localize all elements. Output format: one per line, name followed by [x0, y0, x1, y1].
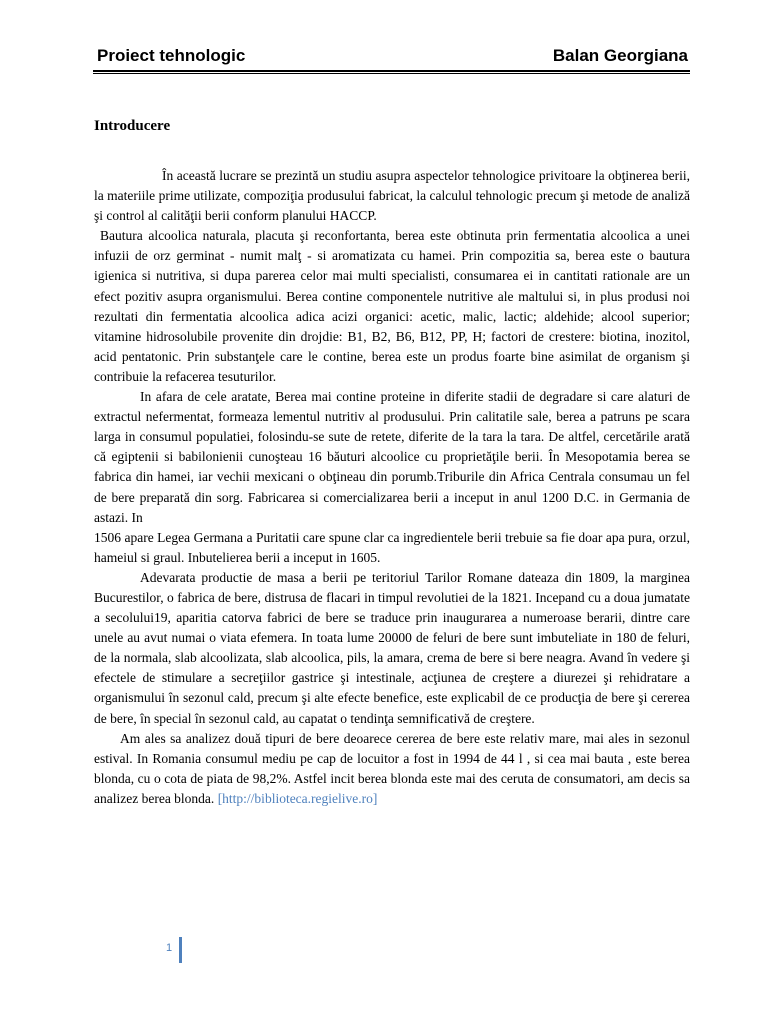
header-rule	[93, 70, 690, 72]
paragraph-purity-law: 1506 apare Legea Germana a Puritatii care spune clar ca ingredientele berii trebuie sa fie doar apa pura, orzul, hameiul si graul. Inbutelierea berii a inceput in 1605.	[94, 529, 690, 565]
header-author-name: Balan Georgiana	[552, 46, 688, 65]
paragraph-romania-production: Adevarata productie de masa a berii pe teritoriul Tarilor Romane dateaza din 1809, la marginea Bucurestilor, o fabrica de bere, distrusa de flacari in timpul revolutiei de la 1821. Incepand cu a doua jumatate a secolului19, aparitia catorva fabrici de bere se traduce prin inaugurarea a numeroase berarii, dintre care unele au avut numai o viata efemera. In toata lume 20000 de feluri de bere sunt imbuteliate in 180 de feluri, de la normala, slab alcoolizata, slab alcoolica, pils, la amara, crema de bere si bere neagra. Avand în vedere şi efectele de stimulare a secreţiilor gastrice şi intestinale, acţiunea de creştere a diurezei şi rehidratare a organismului în sezonul cald, precum şi alte efecte benefice, este explicabil de ce producţia de bere şi cererea de bere, în special în sezonul cald, au capatat o tendinţa semnificativă de creştere.	[94, 569, 690, 726]
page-number-bar	[179, 937, 182, 963]
paragraph-conclusion	[94, 729, 690, 809]
document-body	[94, 166, 690, 809]
header-rule-thin	[93, 73, 690, 74]
section-title: Introducere	[94, 118, 171, 134]
conclusion-text: Am ales sa analizez două tipuri de bere deoarece cererea de bere este relativ mare, mai ales in sezonul estival. In Romania consumul mediu pe cap de locuitor a fost in 1994 de 44 l , si cea mai bauta , este berea blonda, cu o cota de piata de 98,2%. Astfel incit berea blonda este mai des ceruta de consumatori, am decis sa analizez berea blonda.	[94, 730, 690, 806]
page-header	[95, 44, 688, 68]
citation-link[interactable]: [http://biblioteca.regielive.ro]	[217, 790, 378, 806]
page-number: 1	[166, 942, 173, 954]
header-project-title: Proiect tehnologic	[97, 46, 246, 65]
paragraph-intro: În această lucrare se prezintă un studiu asupra aspectelor tehnologice privitoare la obţinerea berii, la materiile prime utilizate, compoziţia produsului fabricat, la calculul tehnologic precum şi metode de analiză şi control al calităţii berii conform planului HACCP.	[94, 168, 690, 224]
paragraph-history: In afara de cele aratate, Berea mai contine proteine in diferite stadii de degradare si care alaturi de extractul nefermentat, formeaza lementul nutritiv al produsului. Prin calitatile sale, berea a patruns pe scara larga in consumul populatiei, folosindu-se sute de retete, diferite de la tara la tara. De altfel, cercetările arată că egiptenii si babilonienii cunoşteau 16 băuturi alcoolice cu proprietăţile berii. În Mesopotamia berea se fabrica din hamei, iar vechii mexicani o obţineau din porumb.Triburile din Africa Centrala consumau un fel de bere preparată din sorg. Fabricarea si comercializarea berii a inceput in anul 1200 D.C. in Germania de astazi. In	[94, 389, 690, 525]
paragraph-beer-description: Bautura alcoolica naturala, placuta şi reconfortanta, berea este obtinuta prin fermentatia alcoolica a unei infuzii de orz germinat - numit malţ - si aromatizata cu hamei. Prin compozitia sa, berea este o bautura igienica si nutritiva, si dupa parerea celor mai multi specialisti, consumarea ei in cantitati rationale are un efect pozitiv asupra organismului. Berea contine componentele nutritive ale maltului si, in plus produsi noi rezultati din fermentatia alcoolica adica acizi organici: acetic, malic, lactic; aldehide; alcool superior; vitamine hidrosolubile provenite din drojdie: B1, B2, B6, B12, PP, H; factori de crestere: biotina, inozitol, acid pentatonic. Prin substanţele care le contine, berea este un produs foarte bine asimilat de organism şi contribuie la refacerea tesuturilor.	[94, 228, 690, 384]
